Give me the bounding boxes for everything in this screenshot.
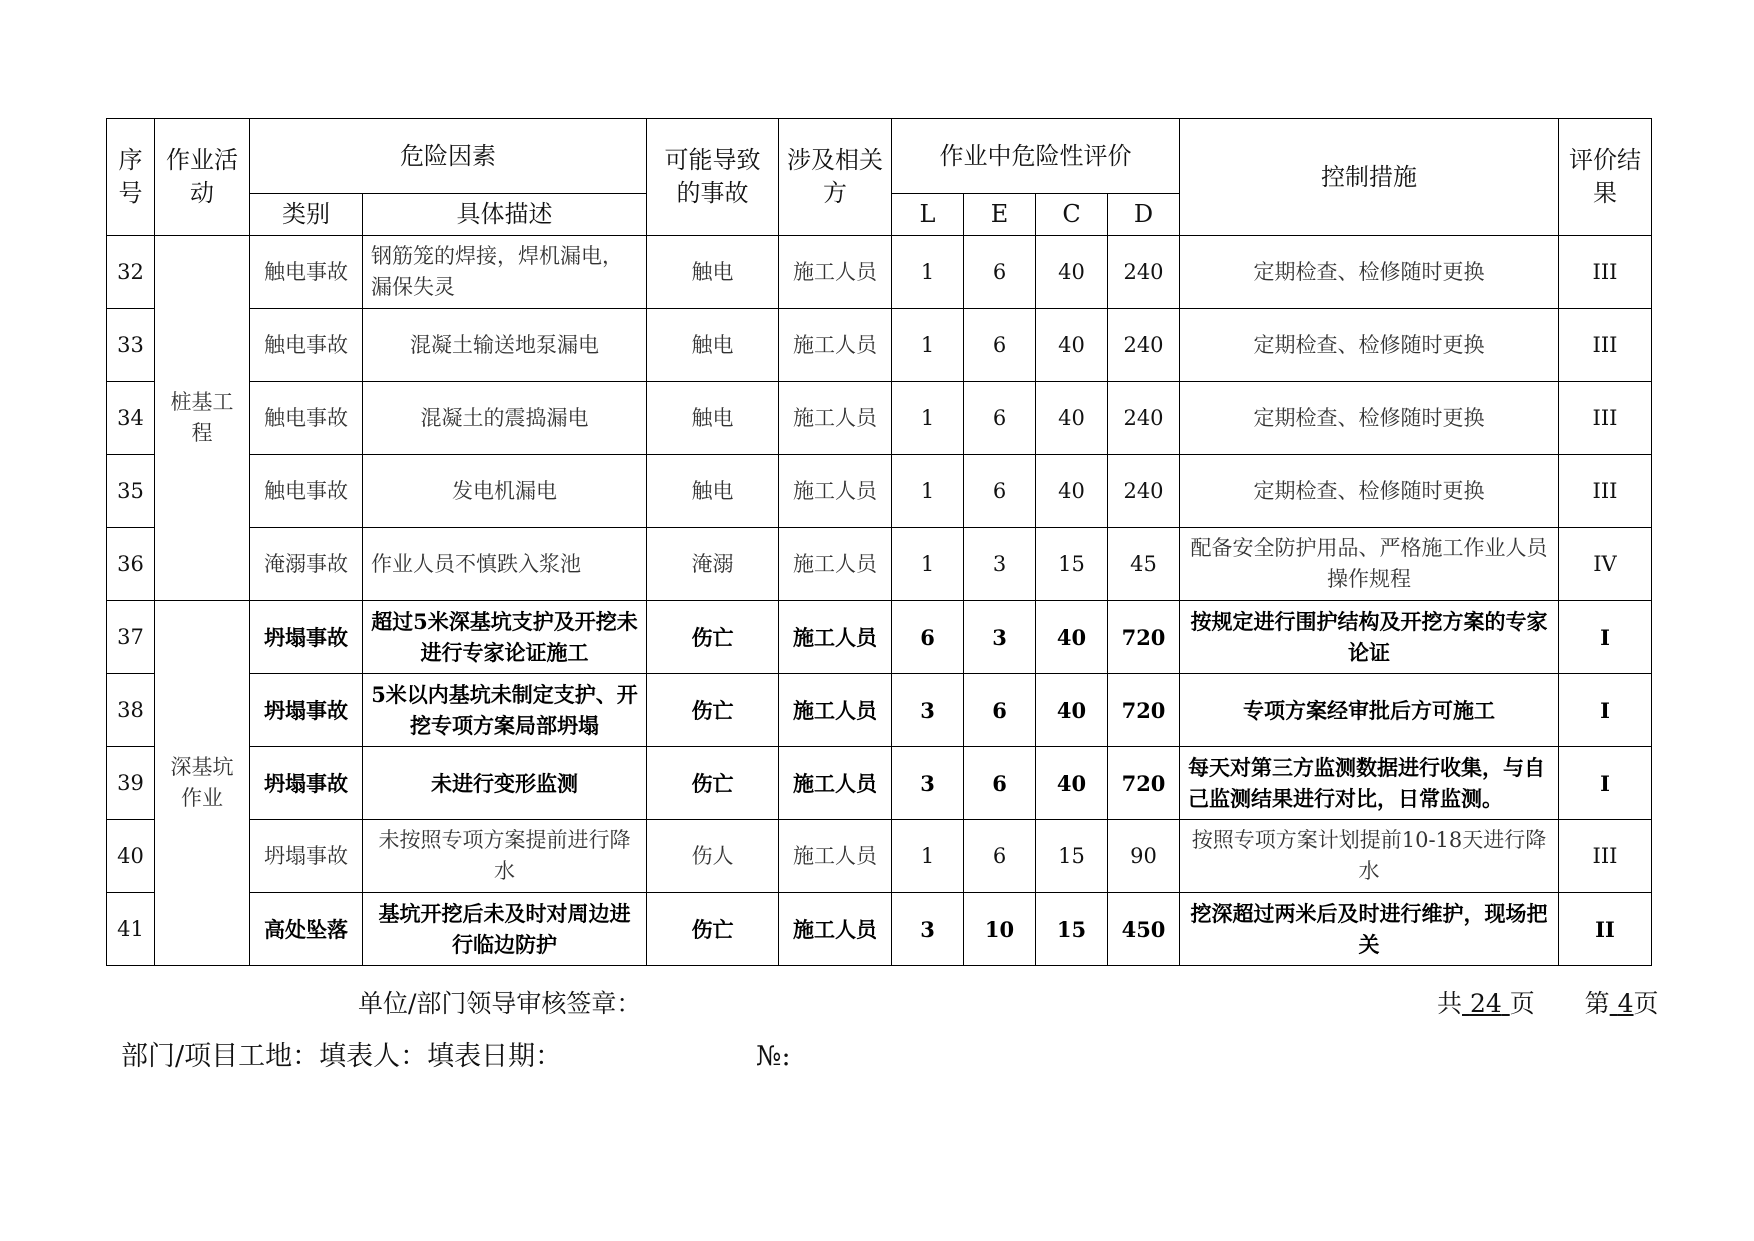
header-E: E [964,194,1036,236]
cell-C: 40 [1036,236,1108,309]
cell-seq: 37 [107,601,155,674]
cell-party: 施工人员 [779,893,892,966]
total-pages: 24 [1469,989,1502,1018]
cell-D: 240 [1108,382,1180,455]
table-row [107,674,1652,747]
risk-assessment-table [106,118,1652,966]
cell-D: 240 [1108,455,1180,528]
cell-control: 按规定进行围护结构及开挖方案的专家论证 [1180,601,1559,674]
cell-control: 专项方案经审批后方可施工 [1180,674,1559,747]
page-suffix: 页 [1633,989,1659,1018]
cell-accident: 伤人 [647,820,779,893]
cell-L: 3 [892,893,964,966]
cell-E: 6 [964,455,1036,528]
cell-D: 450 [1108,893,1180,966]
cell-category: 触电事故 [250,455,363,528]
cell-control: 按照专项方案计划提前10-18天进行降水 [1180,820,1559,893]
cell-seq: 39 [107,747,155,820]
cell-party: 施工人员 [779,674,892,747]
header-hazard: 危险因素 [250,119,647,194]
cell-result: II [1559,893,1652,966]
cell-category: 触电事故 [250,236,363,309]
cell-activity-group: 桩基工程 [155,236,250,601]
table-row [107,382,1652,455]
table-row [107,455,1652,528]
approval-signature-label: 单位/部门领导审核签章： [358,989,642,1018]
cell-accident: 淹溺 [647,528,779,601]
cell-D: 720 [1108,674,1180,747]
cell-control: 定期检查、检修随时更换 [1180,236,1559,309]
cell-category: 淹溺事故 [250,528,363,601]
cell-accident: 触电 [647,382,779,455]
header-activity: 作业活动 [155,119,250,236]
cell-E: 3 [964,528,1036,601]
cell-result: III [1559,382,1652,455]
cell-L: 3 [892,674,964,747]
cell-D: 720 [1108,601,1180,674]
header-control: 控制措施 [1180,119,1559,236]
cell-result: III [1559,309,1652,382]
number-label: №: [756,1041,791,1072]
header-category: 类别 [250,194,363,236]
cell-description: 作业人员不慎跌入浆池 [363,528,647,601]
cell-E: 6 [964,236,1036,309]
cell-C: 15 [1036,528,1108,601]
table-row [107,309,1652,382]
cell-L: 1 [892,455,964,528]
cell-L: 1 [892,382,964,455]
cell-C: 40 [1036,601,1108,674]
cell-accident: 伤亡 [647,893,779,966]
cell-C: 40 [1036,674,1108,747]
cell-C: 40 [1036,382,1108,455]
cell-result: III [1559,455,1652,528]
cell-party: 施工人员 [779,528,892,601]
cell-D: 720 [1108,747,1180,820]
total-prefix: 共 [1437,989,1463,1018]
cell-category: 坍塌事故 [250,601,363,674]
cell-E: 6 [964,309,1036,382]
header-result: 评价结果 [1559,119,1652,236]
cell-activity-group: 深基坑作业 [155,601,250,966]
cell-description: 混凝土输送地泵漏电 [363,309,647,382]
cell-E: 6 [964,674,1036,747]
cell-accident: 触电 [647,455,779,528]
cell-seq: 41 [107,893,155,966]
cell-control: 每天对第三方监测数据进行收集，与自己监测结果进行对比，日常监测。 [1180,747,1559,820]
cell-category: 坍塌事故 [250,747,363,820]
cell-C: 40 [1036,455,1108,528]
cell-party: 施工人员 [779,820,892,893]
cell-E: 6 [964,747,1036,820]
cell-seq: 34 [107,382,155,455]
cell-seq: 32 [107,236,155,309]
cell-C: 15 [1036,820,1108,893]
cell-D: 90 [1108,820,1180,893]
cell-description: 钢筋笼的焊接，焊机漏电，漏保失灵 [363,236,647,309]
cell-seq: 38 [107,674,155,747]
cell-description: 超过5米深基坑支护及开挖未进行专家论证施工 [363,601,647,674]
header-D: D [1108,194,1180,236]
table-row [107,893,1652,966]
cell-C: 15 [1036,893,1108,966]
header-evaluation: 作业中危险性评价 [892,119,1180,194]
cell-accident: 伤亡 [647,601,779,674]
table-row [107,747,1652,820]
cell-L: 1 [892,820,964,893]
page-number: 4 [1617,989,1634,1018]
table-row [107,601,1652,674]
cell-category: 高处坠落 [250,893,363,966]
header-L: L [892,194,964,236]
cell-description: 发电机漏电 [363,455,647,528]
cell-L: 6 [892,601,964,674]
table-row [107,820,1652,893]
page-count [1437,987,1659,1021]
cell-L: 1 [892,236,964,309]
cell-E: 10 [964,893,1036,966]
table-row [107,528,1652,601]
cell-party: 施工人员 [779,455,892,528]
cell-seq: 35 [107,455,155,528]
cell-accident: 伤亡 [647,747,779,820]
cell-party: 施工人员 [779,236,892,309]
cell-L: 1 [892,309,964,382]
cell-party: 施工人员 [779,309,892,382]
cell-result: III [1559,820,1652,893]
header-party: 涉及相关方 [779,119,892,236]
cell-description: 未进行变形监测 [363,747,647,820]
cell-L: 1 [892,528,964,601]
cell-L: 3 [892,747,964,820]
cell-seq: 40 [107,820,155,893]
cell-D: 45 [1108,528,1180,601]
cell-party: 施工人员 [779,747,892,820]
cell-accident: 触电 [647,236,779,309]
cell-result: IV [1559,528,1652,601]
cell-seq: 36 [107,528,155,601]
cell-description: 5米以内基坑未制定支护、开挖专项方案局部坍塌 [363,674,647,747]
cell-category: 触电事故 [250,382,363,455]
cell-party: 施工人员 [779,601,892,674]
header-description: 具体描述 [363,194,647,236]
cell-C: 40 [1036,309,1108,382]
cell-description: 混凝土的震捣漏电 [363,382,647,455]
cell-D: 240 [1108,236,1180,309]
cell-control: 定期检查、检修随时更换 [1180,382,1559,455]
cell-result: I [1559,674,1652,747]
page-prefix: 第 [1584,989,1610,1018]
header-seq: 序号 [107,119,155,236]
cell-result: I [1559,747,1652,820]
cell-accident: 伤亡 [647,674,779,747]
cell-control: 挖深超过两米后及时进行维护，现场把关 [1180,893,1559,966]
cell-control: 定期检查、检修随时更换 [1180,455,1559,528]
cell-control: 配备安全防护用品、严格施工作业人员操作规程 [1180,528,1559,601]
cell-category: 坍塌事故 [250,820,363,893]
cell-control: 定期检查、检修随时更换 [1180,309,1559,382]
cell-category: 触电事故 [250,309,363,382]
cell-result: III [1559,236,1652,309]
cell-party: 施工人员 [779,382,892,455]
cell-description: 未按照专项方案提前进行降水 [363,820,647,893]
cell-accident: 触电 [647,309,779,382]
cell-seq: 33 [107,309,155,382]
header-C: C [1036,194,1108,236]
table-row [107,236,1652,309]
cell-description: 基坑开挖后未及时对周边进行临边防护 [363,893,647,966]
cell-E: 6 [964,382,1036,455]
cell-E: 3 [964,601,1036,674]
cell-E: 6 [964,820,1036,893]
cell-C: 40 [1036,747,1108,820]
total-suffix: 页 [1509,989,1535,1018]
header-accident: 可能导致的事故 [647,119,779,236]
cell-D: 240 [1108,309,1180,382]
cell-category: 坍塌事故 [250,674,363,747]
cell-result: I [1559,601,1652,674]
filler-info-line: 部门/项目工地：填表人：填表日期： [121,1041,563,1072]
